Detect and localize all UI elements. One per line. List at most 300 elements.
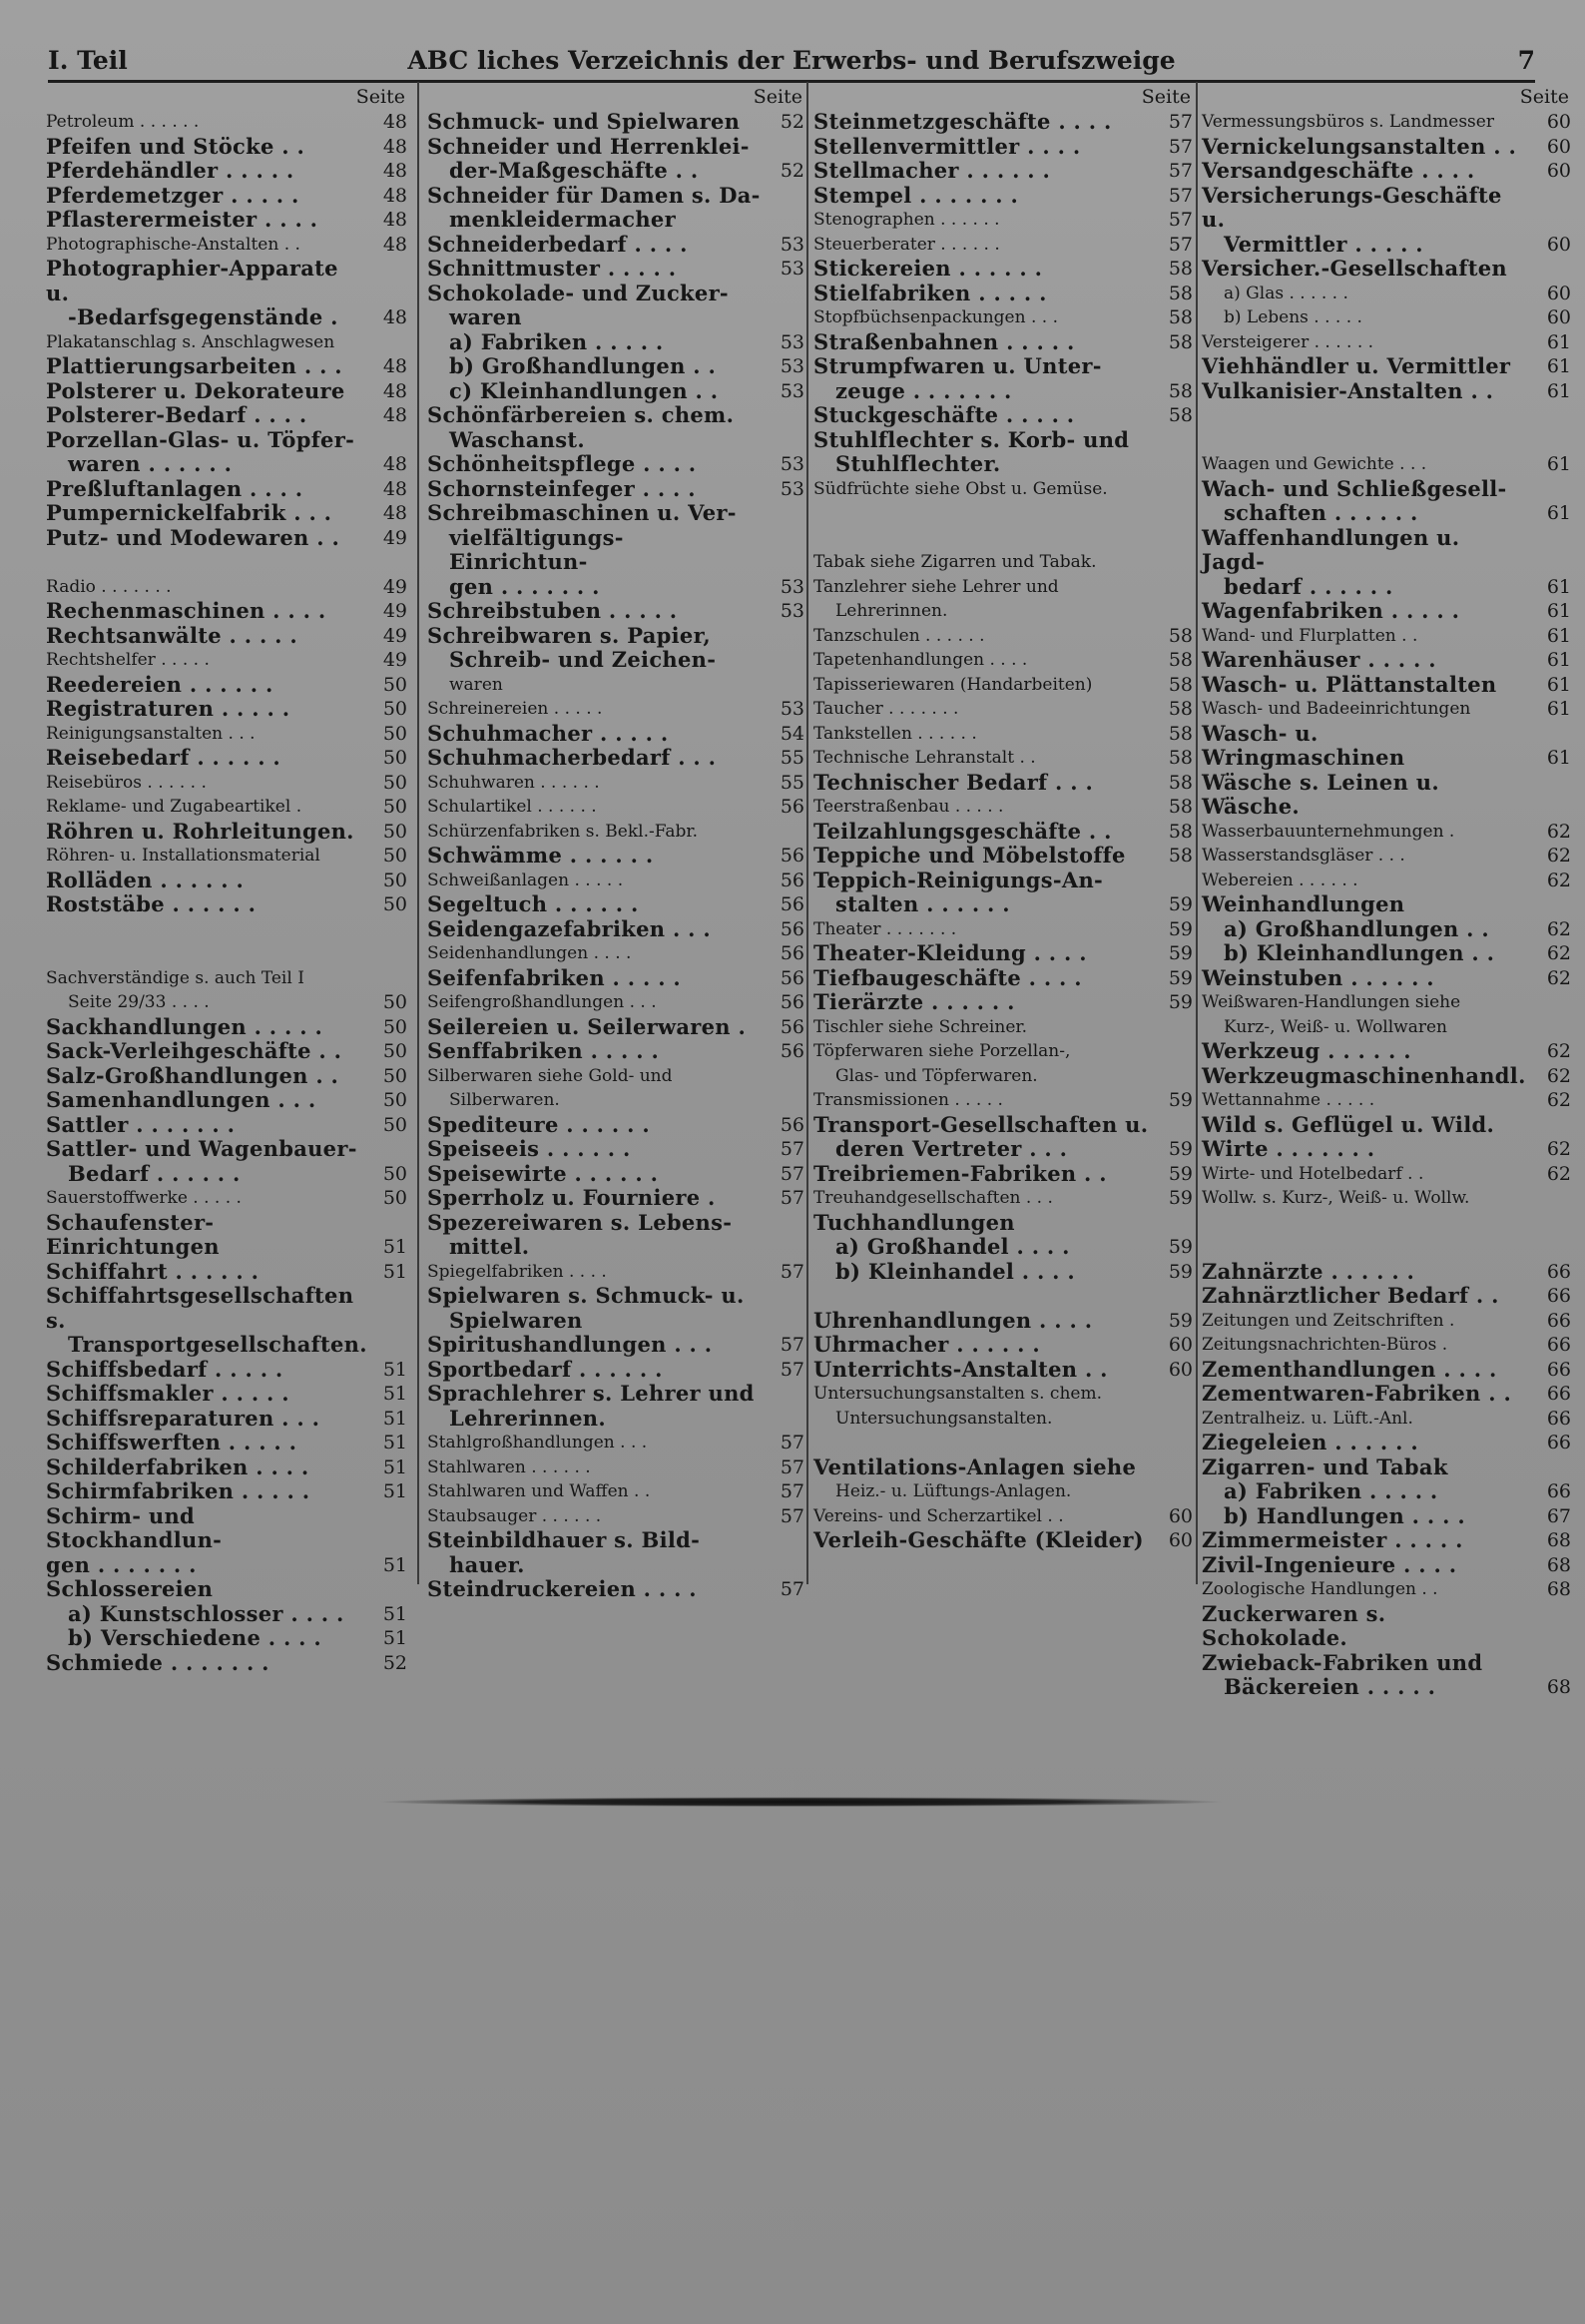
index-entry (427, 1039, 804, 1064)
index-entry (1202, 1675, 1571, 1700)
entry-name: Warenhäuser . . . . . (1202, 647, 1436, 672)
index-entry (1202, 1479, 1571, 1504)
entry-page: 62 (1546, 1064, 1571, 1087)
entry-name: Wettannahme . . . . . (1202, 1090, 1375, 1110)
index-entry (427, 941, 804, 966)
index-entry (46, 697, 407, 722)
section-gap (1202, 1211, 1571, 1236)
entry-name: Stahlwaren . . . . . . (427, 1456, 591, 1477)
index-entry (813, 1479, 1193, 1504)
entry-name: Zivil-Ingenieure . . . . (1202, 1551, 1457, 1577)
section-gap (46, 941, 407, 966)
entry-name: Zeitungen und Zeitschriften . (1202, 1310, 1455, 1331)
entry-page: 55 (780, 747, 804, 769)
entry-name: Pumpernickelfabrik . . . (46, 500, 332, 525)
entry-name: Steindruckereien . . . . (427, 1576, 697, 1601)
entry-page: 62 (1546, 917, 1571, 940)
index-entry (427, 1235, 804, 1260)
column-heading: Seite (1141, 86, 1191, 108)
entry-name: Schneider für Damen s. Da- (427, 182, 761, 208)
index-entry (427, 1260, 804, 1285)
index-entry (427, 1211, 804, 1236)
entry-page: 53 (780, 233, 804, 256)
index-entry (46, 452, 407, 477)
entry-page: 49 (382, 649, 407, 671)
entry-page: 50 (382, 1187, 407, 1209)
entry-name: Salz-Großhandlungen . . (46, 1062, 339, 1088)
column-divider (806, 82, 808, 1584)
index-entry (427, 379, 804, 404)
index-entry (813, 135, 1193, 160)
entry-name: Wasch- u. Plättanstalten (1202, 671, 1497, 697)
entry-page: 56 (780, 1015, 804, 1038)
index-entry (1202, 1602, 1571, 1651)
index-entry (46, 1407, 407, 1432)
index-column-4 (1202, 84, 1571, 1699)
index-entry (427, 1064, 804, 1089)
index-entry (46, 575, 407, 600)
index-entry (46, 1504, 407, 1553)
entry-page: 58 (1168, 820, 1193, 843)
entry-page: 57 (780, 1504, 804, 1527)
index-entry (1202, 648, 1571, 673)
entry-name: Polsterer-Bedarf . . . . (46, 402, 307, 427)
entry-page: 61 (1546, 575, 1571, 598)
part-label: I. Teil (48, 46, 128, 75)
entry-name: der-Maßgeschäfte . . (449, 158, 699, 183)
index-entry (46, 159, 407, 184)
index-entry (46, 624, 407, 649)
entry-page: 50 (382, 698, 407, 720)
entry-page: 68 (1546, 1676, 1571, 1698)
entry-name: Transport-Gesellschaften u. (813, 1111, 1149, 1137)
entry-name: Vermittler . . . . . (1224, 231, 1423, 257)
index-entry (427, 159, 804, 184)
entry-page: 48 (382, 453, 407, 475)
entry-name: Untersuchungsanstalten s. chem. (813, 1384, 1102, 1404)
index-entry (813, 1235, 1193, 1260)
index-entry (813, 1382, 1193, 1407)
entry-name: Schreib- und Zeichen- (449, 647, 717, 672)
index-entry (813, 354, 1193, 379)
index-entry (1202, 379, 1571, 404)
page-number: 7 (1517, 46, 1535, 75)
entry-page: 59 (1168, 966, 1193, 989)
entry-name: b) Handlungen . . . . (1224, 1502, 1465, 1528)
entry-name: Versteigerer . . . . . . (1202, 331, 1374, 352)
section-gap (1202, 428, 1571, 453)
index-entry (46, 330, 407, 355)
section-gap (813, 1284, 1193, 1309)
entry-page: 54 (780, 722, 804, 745)
index-entry (1202, 624, 1571, 649)
entry-name: Polsterer u. Dekorateure (46, 377, 345, 403)
entry-name: Vermessungsbüros s. Landmesser (1202, 112, 1494, 132)
index-entry (46, 1333, 407, 1358)
entry-name: Südfrüchte siehe Obst u. Gemüse. (813, 478, 1108, 499)
index-entry (813, 697, 1193, 722)
entry-page: 50 (382, 1040, 407, 1062)
entry-name: Untersuchungsanstalten. (835, 1408, 1053, 1429)
index-entry (1202, 1186, 1571, 1211)
entry-name: Pferdemetzger . . . . . (46, 182, 299, 208)
index-entry (427, 1577, 804, 1602)
entry-name: Silberwaren. (449, 1090, 560, 1110)
entry-name: Teppiche und Möbelstoffe (813, 843, 1126, 868)
entry-name: Plattierungsarbeiten . . . (46, 353, 342, 378)
entry-page: 49 (382, 600, 407, 622)
index-entry (813, 1186, 1193, 1211)
index-entry (46, 1015, 407, 1040)
entry-name: Preßluftanlagen . . . . (46, 475, 303, 501)
entry-name: Versandgeschäfte . . . . (1202, 158, 1475, 183)
entry-name: b) Lebens . . . . . (1224, 307, 1362, 327)
index-entry (427, 330, 804, 355)
index-entry (1202, 330, 1571, 355)
entry-name: -Bedarfsgegenstände . (68, 304, 338, 329)
entry-name: Tierärzte . . . . . . (813, 989, 1015, 1014)
index-entry (1202, 1064, 1571, 1089)
entry-name: Zimmermeister . . . . . (1202, 1527, 1463, 1552)
entry-page: 49 (382, 624, 407, 647)
index-entry (427, 305, 804, 330)
entry-name: Tanzschulen . . . . . . (813, 625, 985, 646)
index-entry (1202, 575, 1571, 600)
entry-name: Steinmetzgeschäfte . . . . (813, 109, 1112, 134)
entry-name: Reedereien . . . . . . (46, 671, 273, 697)
entry-page: 57 (780, 1334, 804, 1356)
entry-page: 58 (1168, 258, 1193, 280)
entry-page: 60 (1546, 233, 1571, 256)
entry-name: Sackhandlungen . . . . . (46, 1013, 323, 1039)
index-entry (1202, 184, 1571, 233)
entry-page: 66 (1546, 1358, 1571, 1381)
entry-name: Zigarren- und Tabak (1202, 1453, 1448, 1479)
entry-page: 50 (382, 771, 407, 794)
entry-page: 56 (780, 966, 804, 989)
entry-page: 62 (1546, 820, 1571, 843)
entry-name: Wasch- und Badeeinrichtungen (1202, 699, 1471, 719)
entry-page: 50 (382, 722, 407, 745)
decorative-rule (374, 1797, 1228, 1807)
index-entry (1202, 501, 1571, 526)
entry-name: Spiegelfabriken . . . . (427, 1261, 607, 1282)
entry-page: 50 (382, 1064, 407, 1087)
index-entry (427, 526, 804, 575)
entry-page: 66 (1546, 1309, 1571, 1332)
index-entry (813, 990, 1193, 1015)
entry-name: Zuckerwaren s. Schokolade. (1202, 1600, 1386, 1650)
index-entry (1202, 869, 1571, 893)
entry-name: Senffabriken . . . . . (427, 1038, 660, 1063)
entry-name: Schreinereien . . . . . (427, 699, 603, 719)
entry-name: Schreibmaschinen u. Ver- (427, 500, 737, 525)
entry-name: Vulkanisier-Anstalten . . (1202, 377, 1494, 403)
entry-name: Treibriemen-Fabriken . . (813, 1160, 1107, 1186)
entry-page: 60 (1546, 111, 1571, 133)
index-entry (427, 1088, 804, 1113)
index-entry (813, 648, 1193, 673)
page-title: ABC liches Verzeichnis der Erwerbs- und Berufszweige (407, 46, 1176, 75)
entry-name: a) Fabriken . . . . . (449, 328, 664, 354)
entry-name: Töpferwaren siehe Porzellan-, (813, 1041, 1071, 1061)
entry-page: 66 (1546, 1383, 1571, 1405)
entry-name: Schmuck- und Spielwaren (427, 109, 741, 134)
index-entry (427, 1309, 804, 1334)
entry-name: Schirm- und Stockhandlun- (46, 1502, 223, 1552)
index-entry (46, 1088, 407, 1113)
entry-page: 48 (382, 502, 407, 524)
entry-name: Sportbedarf . . . . . . (427, 1356, 663, 1382)
index-entry (813, 1015, 1193, 1040)
entry-name: Reinigungsanstalten . . . (46, 723, 256, 744)
entry-name: Schneiderbedarf . . . . (427, 231, 688, 257)
index-entry (427, 575, 804, 600)
entry-name: a) Kunstschlosser . . . . (68, 1600, 344, 1626)
entry-page: 58 (1168, 624, 1193, 647)
entry-page: 48 (382, 209, 407, 231)
entry-name: vielfältigungs-Einrichtun- (449, 524, 624, 574)
entry-page: 58 (1168, 379, 1193, 402)
index-entry (427, 354, 804, 379)
entry-name: Stellenvermittler . . . . (813, 133, 1081, 159)
entry-page: 60 (1168, 1358, 1193, 1381)
entry-page: 48 (382, 306, 407, 328)
index-entry (1202, 1407, 1571, 1432)
index-entry (427, 1504, 804, 1529)
index-entry (813, 403, 1193, 428)
entry-name: Pflasterermeister . . . . (46, 207, 318, 232)
section-gap (813, 501, 1193, 526)
index-entry (813, 110, 1193, 135)
index-entry (427, 1528, 804, 1553)
entry-page: 58 (1168, 673, 1193, 696)
index-entry (46, 305, 407, 330)
index-entry (813, 330, 1193, 355)
index-entry (813, 966, 1193, 991)
index-entry (1202, 452, 1571, 477)
index-entry (46, 135, 407, 160)
index-entry (46, 1358, 407, 1383)
entry-name: b) Verschiedene . . . . (68, 1625, 321, 1650)
entry-name: Zementwaren-Fabriken . . (1202, 1381, 1512, 1406)
entry-name: Steinbildhauer s. Bild- (427, 1527, 701, 1552)
entry-page: 51 (382, 1432, 407, 1453)
entry-name: Lehrerinnen. (449, 1405, 606, 1431)
index-entry (813, 599, 1193, 624)
index-entry (46, 379, 407, 404)
entry-name: Schürzenfabriken s. Bekl.-Fabr. (427, 821, 699, 842)
entry-name: Zentralheiz. u. Lüft.-Anl. (1202, 1408, 1413, 1429)
entry-name: Schönheitspflege . . . . (427, 451, 697, 476)
entry-page: 53 (780, 477, 804, 500)
entry-name: schaften . . . . . . (1224, 500, 1418, 525)
index-entry (1202, 477, 1571, 502)
entry-name: Roststäbe . . . . . . (46, 891, 257, 916)
entry-page: 66 (1546, 1260, 1571, 1283)
entry-name: Stahlgroßhandlungen . . . (427, 1433, 648, 1452)
index-entry (46, 1455, 407, 1480)
index-entry (46, 403, 407, 428)
entry-page: 56 (780, 845, 804, 867)
entry-page: 48 (382, 477, 407, 500)
entry-name: Zoologische Handlungen . . (1202, 1579, 1438, 1599)
index-entry (427, 1333, 804, 1358)
entry-page: 57 (1168, 111, 1193, 133)
index-entry (427, 501, 804, 526)
entry-page: 60 (1168, 1504, 1193, 1527)
index-entry (813, 869, 1193, 893)
entry-name: zeuge . . . . . . . (835, 377, 1012, 403)
index-entry (46, 599, 407, 624)
index-entry (1202, 941, 1571, 966)
entry-page: 51 (382, 1602, 407, 1625)
index-entry (427, 917, 804, 942)
index-entry (813, 1039, 1193, 1064)
entry-name: Wasserbauunternehmungen . (1202, 821, 1455, 842)
index-entry (813, 941, 1193, 966)
entry-page: 61 (1546, 673, 1571, 696)
entry-name: Stickereien . . . . . . (813, 256, 1043, 281)
index-entry (46, 648, 407, 673)
entry-name: Versicher.-Gesellschaften (1202, 256, 1507, 281)
index-entry (813, 282, 1193, 306)
index-entry (427, 1358, 804, 1383)
entry-page: 62 (1546, 1089, 1571, 1111)
index-entry (813, 257, 1193, 282)
index-entry (427, 697, 804, 722)
entry-name: Webereien . . . . . . (1202, 870, 1358, 890)
entry-name: a) Großhandlungen . . (1224, 915, 1490, 941)
index-entry (46, 1431, 407, 1455)
entry-page: 59 (1168, 1089, 1193, 1111)
entry-name: b) Kleinhandlungen . . (1224, 940, 1495, 965)
entry-name: Putz- und Modewaren . . (46, 524, 340, 550)
entry-page: 59 (1168, 1187, 1193, 1209)
entry-page: 56 (780, 1113, 804, 1136)
index-entry (1202, 1113, 1571, 1138)
entry-name: Tabak siehe Zigarren und Tabak. (813, 552, 1097, 572)
index-entry (813, 771, 1193, 796)
index-entry (427, 1479, 804, 1504)
entry-name: Wand- und Flurplatten . . (1202, 625, 1418, 646)
index-entry (813, 844, 1193, 869)
index-entry (46, 1260, 407, 1285)
index-entry (813, 1064, 1193, 1089)
index-entry (1202, 354, 1571, 379)
index-entry (427, 746, 804, 771)
index-entry (1202, 1137, 1571, 1162)
entry-page: 57 (780, 1432, 804, 1453)
entry-page: 61 (1546, 502, 1571, 524)
entry-name: Zahnärzte . . . . . . (1202, 1258, 1415, 1284)
entry-name: Taucher . . . . . . . (813, 699, 959, 719)
entry-name: Uhrenhandlungen . . . . (813, 1307, 1093, 1333)
entry-name: Schwämme . . . . . . (427, 843, 654, 868)
entry-name: Vereins- und Scherzartikel . . (813, 1505, 1064, 1526)
entry-name: menkleidermacher (449, 207, 676, 232)
index-entry (813, 795, 1193, 820)
index-entry (1202, 892, 1571, 917)
entry-page: 50 (382, 820, 407, 843)
entry-page: 58 (1168, 330, 1193, 353)
entry-page: 59 (1168, 942, 1193, 964)
index-entry (1202, 599, 1571, 624)
entry-page: 59 (1168, 893, 1193, 915)
entry-page: 61 (1546, 355, 1571, 377)
entry-name: Schneider und Herrenklei- (427, 133, 750, 159)
entry-page: 48 (382, 355, 407, 377)
index-entry (1202, 1284, 1571, 1309)
entry-name: Verleih-Geschäfte (Kleider) (813, 1527, 1144, 1552)
entry-page: 62 (1546, 869, 1571, 891)
index-entry (1202, 526, 1571, 575)
index-entry (427, 673, 804, 698)
index-entry (1202, 159, 1571, 184)
entry-name: Sperrholz u. Fourniere . (427, 1185, 716, 1210)
entry-name: Spielwaren s. Schmuck- u. (427, 1283, 745, 1308)
section-gap (813, 1431, 1193, 1455)
entry-name: Schokolade- und Zucker- (427, 280, 729, 305)
entry-name: Sprachlehrer s. Lehrer und (427, 1381, 755, 1406)
entry-name: Tiefbaugeschäfte . . . . (813, 964, 1082, 990)
entry-page: 50 (382, 747, 407, 769)
index-entry (813, 1358, 1193, 1383)
index-column-2 (427, 84, 804, 1601)
index-entry (1202, 1577, 1571, 1602)
index-entry (427, 282, 804, 306)
entry-page: 55 (780, 771, 804, 794)
index-entry (46, 869, 407, 893)
entry-page: 57 (1168, 209, 1193, 231)
index-entry (427, 208, 804, 233)
index-column-3 (813, 84, 1193, 1601)
entry-page: 56 (780, 796, 804, 818)
entry-name: Schiffsmakler . . . . . (46, 1381, 289, 1406)
index-entry (813, 1528, 1193, 1553)
entry-name: Silberwaren siehe Gold- und (427, 1065, 673, 1086)
entry-page: 48 (382, 184, 407, 207)
entry-name: Waschanst. (449, 426, 585, 452)
index-entry (1202, 257, 1571, 282)
page-header (48, 44, 1535, 83)
entry-name: Viehhändler u. Vermittler (1202, 353, 1511, 378)
entry-name: Werkzeugmaschinenhandl. (1202, 1062, 1526, 1088)
entry-name: Schuhwaren . . . . . . (427, 772, 600, 793)
entry-name: Spielwaren (449, 1307, 583, 1333)
entry-name: Wasch- u. Wringmaschinen (1202, 720, 1405, 770)
entry-name: Plakatanschlag s. Anschlagwesen (46, 331, 335, 352)
entry-name: Schönfärbereien s. chem. (427, 402, 735, 427)
entry-name: Schmiede . . . . . . . (46, 1649, 269, 1675)
entry-name: Kurz-, Weiß- u. Wollwaren (1224, 1016, 1448, 1037)
entry-name: Seidenhandlungen . . . . (427, 943, 632, 963)
entry-list (427, 110, 804, 1602)
entry-name: Tapisseriewaren (Handarbeiten) (813, 674, 1093, 695)
entry-name: Weinhandlungen (1202, 891, 1405, 916)
entry-name: Sack-Verleihgeschäfte . . (46, 1038, 342, 1063)
index-entry (427, 844, 804, 869)
index-column-1 (46, 84, 407, 1675)
index-entry (46, 673, 407, 698)
entry-name: Wäsche s. Leinen u. Wäsche. (1202, 769, 1439, 819)
entry-page: 58 (1168, 771, 1193, 794)
entry-name: c) Kleinhandlungen . . (449, 377, 719, 403)
entry-name: Teerstraßenbau . . . . . (813, 797, 1004, 817)
entry-name: Waagen und Gewichte . . . (1202, 454, 1427, 474)
entry-page: 51 (382, 1358, 407, 1381)
entry-name: a) Fabriken . . . . . (1224, 1478, 1438, 1503)
